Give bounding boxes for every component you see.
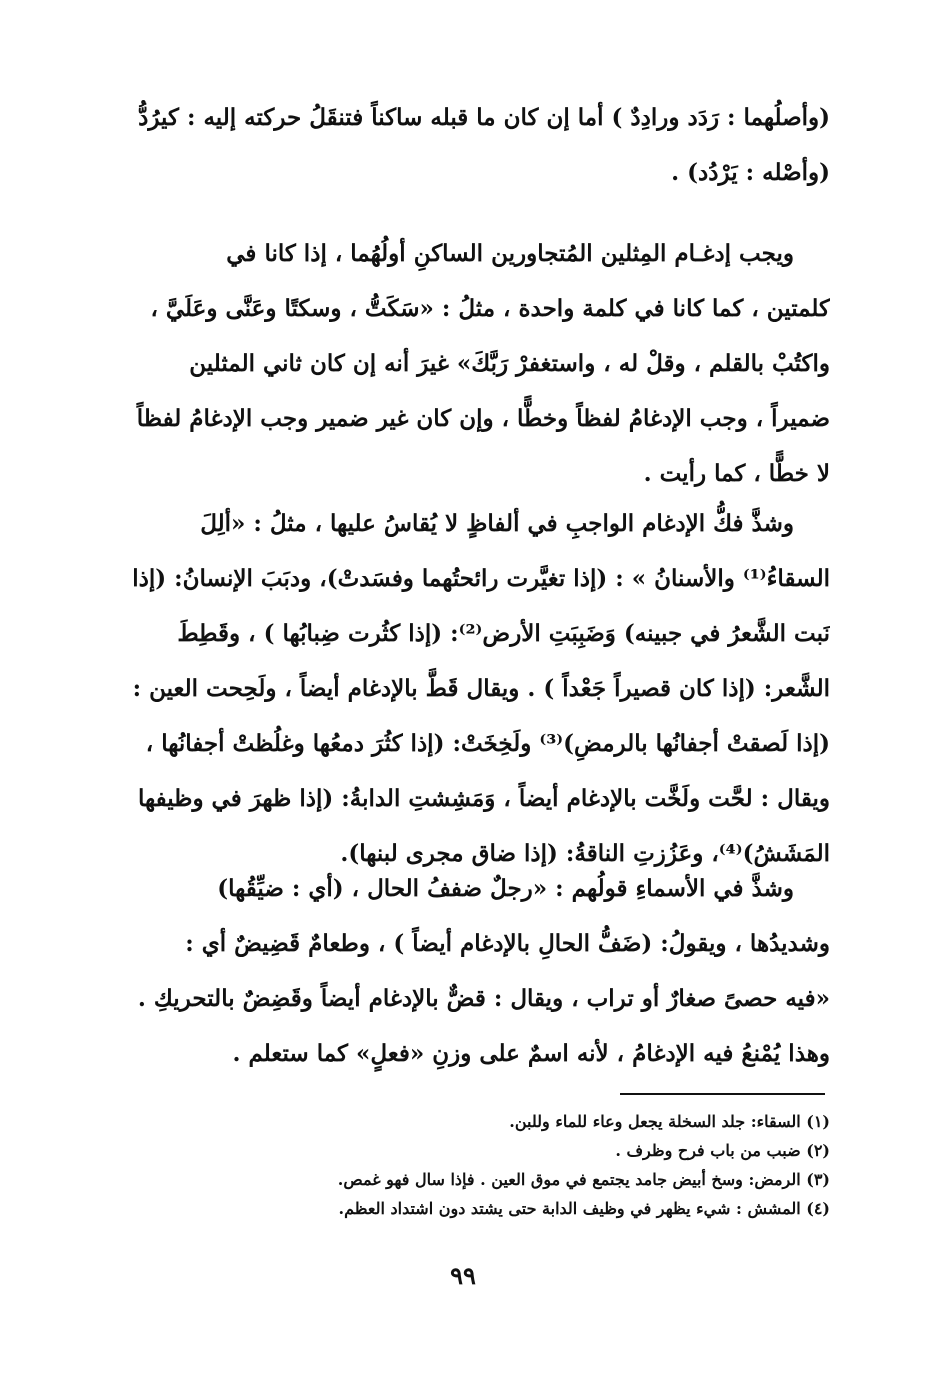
- text-line: «فيه حصىً صغارٌ أو تراب ، ويقال : قضٌّ بالإدغام أيضاً وقَضِضٌ بالتحريكِ .: [137, 985, 830, 1012]
- paragraph-4: [118, 861, 830, 1081]
- text-line: كلمتين ، كما كانا في كلمة واحدة ، مثلُ : «سَكَتُّ ، وسكتًا وعَنَّى وعَلَيَّ ،: [150, 295, 830, 322]
- text-line: وشديدُها ، ويقولُ: (ضَفُّ الحالِ بالإدغام أيضاً ) ، وطعامٌ قَضِيضٌ أي :: [185, 930, 830, 957]
- text-line: وشذَّ في الأسماءِ قولُهم : «رجلٌ ضففُ الحال ، (أي : ضيِّقُها): [217, 875, 794, 902]
- text-line: وهذا يُمْنعُ فيه الإدغامُ ، لأنه اسمٌ على وزنِ «فعلٍ» كما ستعلم .: [232, 1040, 830, 1067]
- text-line: نَبت الشَّعرُ في جبينه) وَضَبِبَتِ الأرض⁽²⁾: (إذا كثُرت ضِبابُها ) ، وقَطِطَ: [177, 620, 830, 647]
- page-number: ٩٩: [450, 1261, 476, 1290]
- text-line: واكتُبْ بالقلم ، وقلْ له ، واستغفرْ رَبَّكَ» غيرَ أنه إن كان ثاني المثلين: [189, 350, 830, 377]
- text-line: لا خطًّا ، كما رأيت .: [643, 460, 830, 487]
- text-line: ويجب إدغـام المِثلين المُتجاورين الساكنِ أولُهُما ، إذا كانا في: [226, 240, 794, 267]
- text-line: ضميراً ، وجب الإدغامُ لفظاً وخطًّا ، وإن كان غير ضمير وجب الإدغامُ لفظاً: [136, 405, 830, 432]
- text-line: المَشَشُ)⁽⁴⁾، وعَزُزتِ الناقةُ: (إذا ضاق مجرى لبنها).: [340, 840, 830, 867]
- paragraph-3: [118, 496, 830, 881]
- text-line: (إذا لَصقتْ أجفانُها بالرمضِ)⁽³⁾ ولَخِخَتْ: (إذا كثُرَ دمعُها وغلُظتْ أجفانُها ،: [145, 730, 830, 757]
- text-line: (وأصلُهما : رَدَد ورادِدٌ ) أما إن كان ما قبله ساكناً فتنقَلُ حركته إليه : كيرُدُّ: [138, 104, 830, 131]
- footnote-4: (٤) المشش : شيء يظهر في وظيف الدابة حتى يشتد دون اشتداد العظم.: [338, 1199, 830, 1218]
- footnote-divider: [620, 1093, 825, 1095]
- footnote-3: (٣) الرمض: وسخ أبيض جامد يجتمع في موق العين . فإذا سال فهو غمص.: [337, 1170, 830, 1189]
- text-line: ويقال : لحَّت ولَخَّت بالإدغام أيضاً ، وَمَشِشتِ الدابةُ: (إذا ظهرَ في وظيفها: [137, 785, 830, 812]
- text-line: الشَّعر: (إذا كان قصيراً جَعْداً ) . ويقال قَطَّ بالإدغام أيضاً ، ولَحِحت العين :: [132, 675, 830, 702]
- text-line: (وأصْله : يَرْدُد) .: [671, 159, 830, 186]
- footnotes: [150, 1107, 830, 1223]
- text-line: وشذَّ فكُّ الإدغام الواجبِ في ألفاظٍ لا يُقاسُ عليها ، مثلُ : «ألِلَ: [200, 510, 794, 537]
- paragraph-1: [118, 90, 830, 200]
- footnote-2: (٢) ضبب من باب فرح وظرف .: [615, 1141, 830, 1160]
- footnote-1: (١) السقاء: جلد السخلة يجعل وعاء للماء وللبن.: [509, 1112, 830, 1131]
- paragraph-2: [118, 226, 830, 501]
- text-line: السقاءُ⁽¹⁾ والأسنانُ » : (إذا تغيَّرت رائحتُهما وفسَدتْ)، ودبَبَ الإنسانُ: (إذا: [132, 565, 830, 592]
